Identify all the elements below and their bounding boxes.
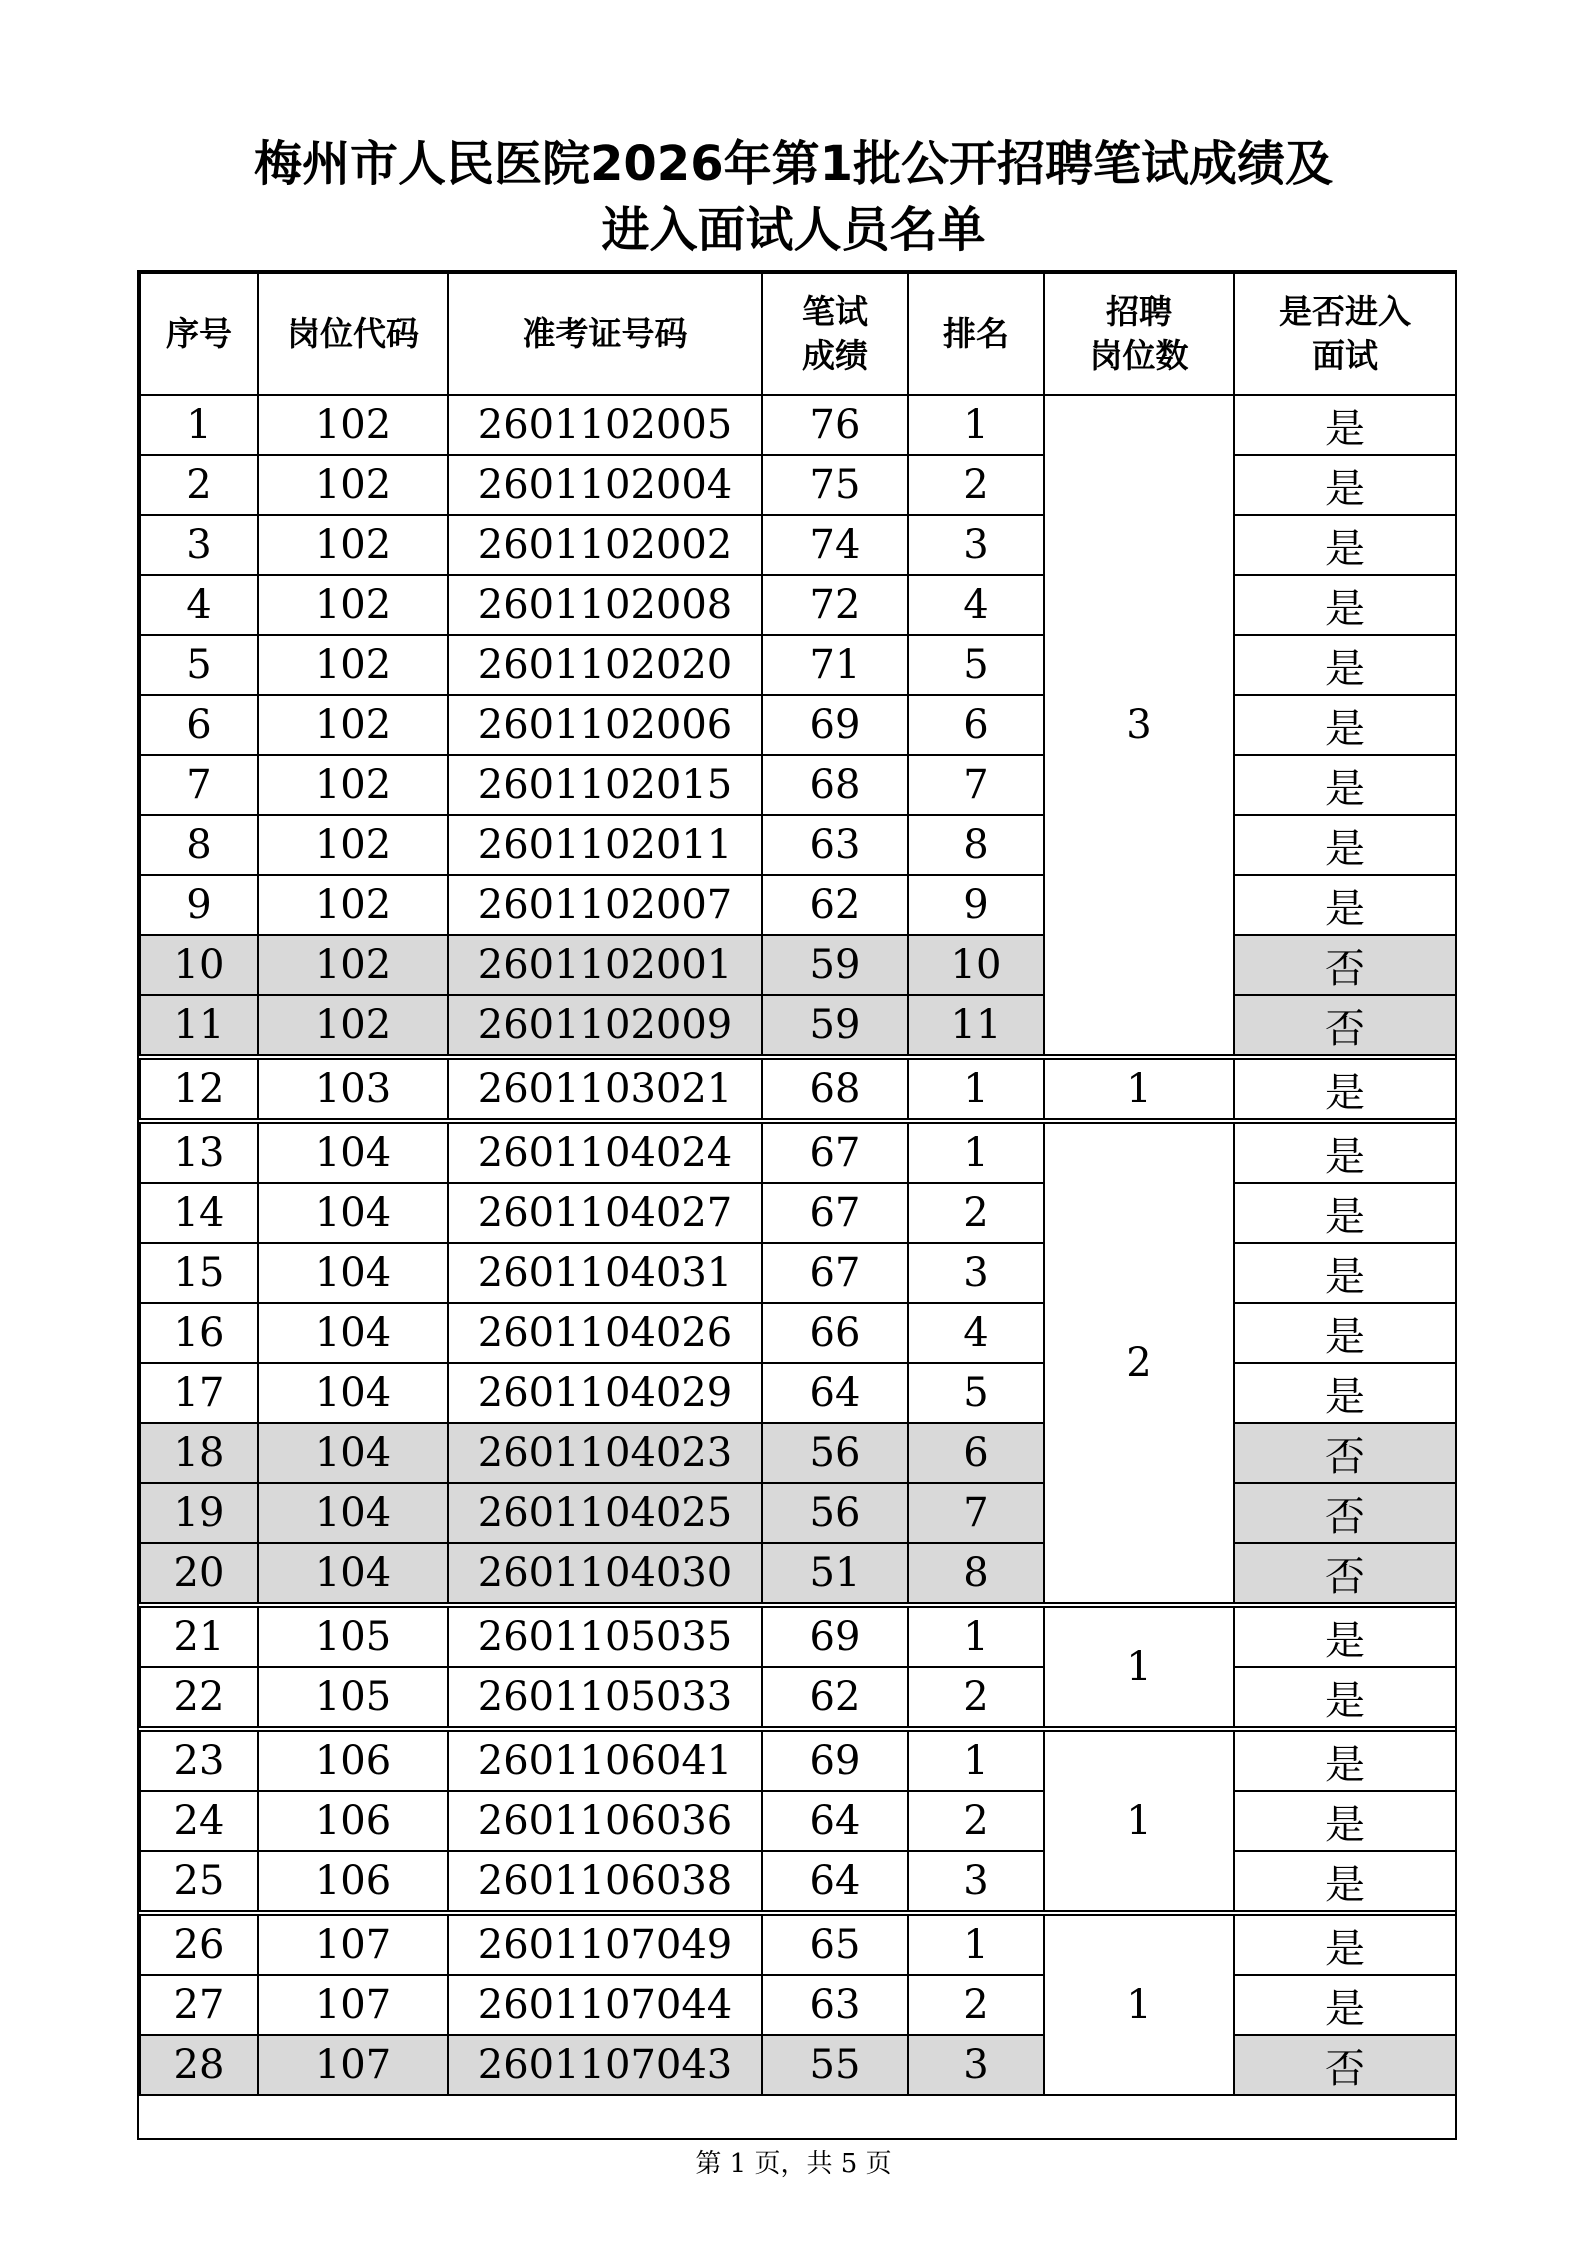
cell-rank: 3 [908, 1851, 1044, 1913]
cell-interview: 是 [1234, 635, 1456, 695]
cell-interview: 是 [1234, 575, 1456, 635]
cell-quota: 3 [1044, 395, 1234, 1057]
cell-rank: 5 [908, 635, 1044, 695]
cell-seq: 26 [140, 1913, 258, 1975]
cell-seq: 21 [140, 1605, 258, 1667]
cell-interview: 是 [1234, 1667, 1456, 1729]
table-row [140, 1483, 1456, 1543]
cell-score: 62 [762, 875, 908, 935]
cell-post-code: 104 [258, 1121, 448, 1183]
cell-post-code: 105 [258, 1667, 448, 1729]
cell-post-code: 102 [258, 515, 448, 575]
cell-rank: 1 [908, 1057, 1044, 1121]
cell-seq: 12 [140, 1057, 258, 1121]
cell-post-code: 104 [258, 1183, 448, 1243]
cell-rank: 1 [908, 1605, 1044, 1667]
cell-seq: 18 [140, 1423, 258, 1483]
table-row [140, 455, 1456, 515]
cell-score: 63 [762, 815, 908, 875]
cell-interview: 是 [1234, 815, 1456, 875]
cell-post-code: 106 [258, 1851, 448, 1913]
cell-rank: 2 [908, 1183, 1044, 1243]
cell-ticket: 2601102008 [448, 575, 762, 635]
cell-score: 67 [762, 1121, 908, 1183]
cell-post-code: 102 [258, 995, 448, 1057]
cell-interview: 否 [1234, 1483, 1456, 1543]
cell-post-code: 102 [258, 395, 448, 455]
cell-score: 75 [762, 455, 908, 515]
table-row [140, 515, 1456, 575]
cell-post-code: 104 [258, 1423, 448, 1483]
cell-rank: 2 [908, 1975, 1044, 2035]
cell-ticket: 2601102005 [448, 395, 762, 455]
cell-post-code: 107 [258, 2035, 448, 2095]
table-row [140, 1423, 1456, 1483]
cell-interview: 是 [1234, 395, 1456, 455]
cell-ticket: 2601103021 [448, 1057, 762, 1121]
cell-interview: 是 [1234, 1913, 1456, 1975]
cell-rank: 4 [908, 1303, 1044, 1363]
table-row [140, 1183, 1456, 1243]
cell-rank: 10 [908, 935, 1044, 995]
cell-quota: 1 [1044, 1605, 1234, 1729]
cell-post-code: 104 [258, 1303, 448, 1363]
cell-ticket: 2601102011 [448, 815, 762, 875]
cell-seq: 10 [140, 935, 258, 995]
cell-quota: 1 [1044, 1913, 1234, 2095]
cell-ticket: 2601104029 [448, 1363, 762, 1423]
page-title: 梅州市人民医院2026年第1批公开招聘笔试成绩及 [254, 136, 1333, 192]
cell-seq: 20 [140, 1543, 258, 1605]
table-row [140, 935, 1456, 995]
cell-ticket: 2601104023 [448, 1423, 762, 1483]
cell-ticket: 2601107049 [448, 1913, 762, 1975]
cell-ticket: 2601106038 [448, 1851, 762, 1913]
cell-rank: 3 [908, 1243, 1044, 1303]
cell-seq: 11 [140, 995, 258, 1057]
cell-rank: 7 [908, 755, 1044, 815]
table-row [140, 815, 1456, 875]
cell-ticket: 2601102015 [448, 755, 762, 815]
table-row [140, 1543, 1456, 1605]
cell-score: 64 [762, 1363, 908, 1423]
cell-score: 59 [762, 995, 908, 1057]
cell-rank: 8 [908, 1543, 1044, 1605]
cell-seq: 13 [140, 1121, 258, 1183]
cell-seq: 22 [140, 1667, 258, 1729]
table-row [140, 695, 1456, 755]
cell-rank: 1 [908, 1913, 1044, 1975]
table-row [140, 1363, 1456, 1423]
cell-seq: 8 [140, 815, 258, 875]
cell-ticket: 2601106036 [448, 1791, 762, 1851]
cell-rank: 9 [908, 875, 1044, 935]
cell-ticket: 2601104030 [448, 1543, 762, 1605]
header-quota: 招聘 岗位数 [1044, 273, 1234, 395]
cell-post-code: 104 [258, 1543, 448, 1605]
header-post-code: 岗位代码 [258, 273, 448, 395]
cell-seq: 23 [140, 1729, 258, 1791]
cell-score: 76 [762, 395, 908, 455]
cell-ticket: 2601104027 [448, 1183, 762, 1243]
cell-interview: 否 [1234, 1423, 1456, 1483]
cell-post-code: 106 [258, 1791, 448, 1851]
cell-interview: 是 [1234, 755, 1456, 815]
cell-interview: 是 [1234, 1975, 1456, 2035]
cell-interview: 否 [1234, 2035, 1456, 2095]
cell-seq: 24 [140, 1791, 258, 1851]
cell-score: 51 [762, 1543, 908, 1605]
table-row [140, 1975, 1456, 2035]
cell-rank: 1 [908, 395, 1044, 455]
cell-seq: 7 [140, 755, 258, 815]
cell-score: 72 [762, 575, 908, 635]
header-rank: 排名 [908, 273, 1044, 395]
table-row [140, 1913, 1456, 1975]
cell-seq: 4 [140, 575, 258, 635]
cell-ticket: 2601107043 [448, 2035, 762, 2095]
header-score: 笔试 成绩 [762, 273, 908, 395]
cell-post-code: 103 [258, 1057, 448, 1121]
cell-ticket: 2601104024 [448, 1121, 762, 1183]
cell-rank: 6 [908, 1423, 1044, 1483]
cell-ticket: 2601107044 [448, 1975, 762, 2035]
table-row [140, 1729, 1456, 1791]
cell-quota: 1 [1044, 1057, 1234, 1121]
cell-score: 69 [762, 695, 908, 755]
cell-post-code: 104 [258, 1243, 448, 1303]
cell-post-code: 102 [258, 575, 448, 635]
cell-ticket: 2601102002 [448, 515, 762, 575]
cell-interview: 是 [1234, 1363, 1456, 1423]
cell-rank: 6 [908, 695, 1044, 755]
cell-interview: 是 [1234, 1791, 1456, 1851]
cell-interview: 是 [1234, 1243, 1456, 1303]
table-body [140, 395, 1456, 2095]
cell-score: 63 [762, 1975, 908, 2035]
cell-rank: 8 [908, 815, 1044, 875]
cell-score: 64 [762, 1851, 908, 1913]
cell-interview: 是 [1234, 1057, 1456, 1121]
cell-seq: 27 [140, 1975, 258, 2035]
cell-seq: 28 [140, 2035, 258, 2095]
table-row [140, 575, 1456, 635]
cell-score: 67 [762, 1243, 908, 1303]
cell-interview: 是 [1234, 1121, 1456, 1183]
cell-ticket: 2601102006 [448, 695, 762, 755]
cell-interview: 是 [1234, 695, 1456, 755]
header-seq: 序号 [140, 273, 258, 395]
cell-score: 74 [762, 515, 908, 575]
table-row [140, 1243, 1456, 1303]
cell-score: 69 [762, 1729, 908, 1791]
header-ticket: 准考证号码 [448, 273, 762, 395]
cell-seq: 9 [140, 875, 258, 935]
cell-score: 55 [762, 2035, 908, 2095]
cell-score: 56 [762, 1483, 908, 1543]
table-row [140, 635, 1456, 695]
cell-interview: 是 [1234, 1183, 1456, 1243]
cell-ticket: 2601106041 [448, 1729, 762, 1791]
cell-score: 62 [762, 1667, 908, 1729]
cell-seq: 5 [140, 635, 258, 695]
cell-ticket: 2601102007 [448, 875, 762, 935]
table-row [140, 395, 1456, 455]
cell-ticket: 2601102001 [448, 935, 762, 995]
cell-interview: 是 [1234, 1851, 1456, 1913]
table-row [140, 995, 1456, 1057]
cell-seq: 17 [140, 1363, 258, 1423]
cell-rank: 11 [908, 995, 1044, 1057]
table-row [140, 1667, 1456, 1729]
table-row [140, 875, 1456, 935]
cell-rank: 7 [908, 1483, 1044, 1543]
table-row [140, 1851, 1456, 1913]
cell-interview: 是 [1234, 1605, 1456, 1667]
cell-interview: 否 [1234, 935, 1456, 995]
cell-interview: 是 [1234, 1303, 1456, 1363]
page-subtitle: 进入面试人员名单 [601, 202, 986, 258]
cell-score: 66 [762, 1303, 908, 1363]
cell-ticket: 2601105033 [448, 1667, 762, 1729]
cell-ticket: 2601104025 [448, 1483, 762, 1543]
table-row [140, 755, 1456, 815]
cell-interview: 是 [1234, 515, 1456, 575]
cell-interview: 是 [1234, 455, 1456, 515]
cell-quota: 1 [1044, 1729, 1234, 1913]
header-interview: 是否进入 面试 [1234, 273, 1456, 395]
results-table [139, 272, 1457, 2096]
cell-rank: 3 [908, 2035, 1044, 2095]
table-row [140, 1057, 1456, 1121]
cell-post-code: 107 [258, 1913, 448, 1975]
cell-rank: 1 [908, 1729, 1044, 1791]
cell-post-code: 102 [258, 695, 448, 755]
cell-rank: 1 [908, 1121, 1044, 1183]
cell-ticket: 2601104026 [448, 1303, 762, 1363]
cell-seq: 1 [140, 395, 258, 455]
cell-seq: 6 [140, 695, 258, 755]
cell-ticket: 2601102004 [448, 455, 762, 515]
cell-post-code: 102 [258, 635, 448, 695]
cell-rank: 2 [908, 1791, 1044, 1851]
cell-ticket: 2601102009 [448, 995, 762, 1057]
cell-post-code: 106 [258, 1729, 448, 1791]
table-row [140, 1121, 1456, 1183]
cell-score: 67 [762, 1183, 908, 1243]
cell-post-code: 104 [258, 1363, 448, 1423]
cell-post-code: 107 [258, 1975, 448, 2035]
cell-score: 68 [762, 1057, 908, 1121]
table-row [140, 1791, 1456, 1851]
cell-post-code: 105 [258, 1605, 448, 1667]
cell-rank: 4 [908, 575, 1044, 635]
cell-seq: 14 [140, 1183, 258, 1243]
cell-score: 65 [762, 1913, 908, 1975]
cell-ticket: 2601102020 [448, 635, 762, 695]
table-row [140, 1605, 1456, 1667]
cell-score: 68 [762, 755, 908, 815]
cell-post-code: 104 [258, 1483, 448, 1543]
cell-score: 64 [762, 1791, 908, 1851]
cell-interview: 是 [1234, 1729, 1456, 1791]
cell-score: 69 [762, 1605, 908, 1667]
cell-seq: 19 [140, 1483, 258, 1543]
cell-interview: 否 [1234, 1543, 1456, 1605]
table-row [140, 2035, 1456, 2095]
table-row [140, 1303, 1456, 1363]
cell-post-code: 102 [258, 815, 448, 875]
cell-score: 71 [762, 635, 908, 695]
cell-post-code: 102 [258, 455, 448, 515]
cell-rank: 2 [908, 455, 1044, 515]
cell-ticket: 2601104031 [448, 1243, 762, 1303]
cell-score: 59 [762, 935, 908, 995]
cell-post-code: 102 [258, 935, 448, 995]
cell-score: 56 [762, 1423, 908, 1483]
cell-seq: 2 [140, 455, 258, 515]
cell-ticket: 2601105035 [448, 1605, 762, 1667]
cell-rank: 2 [908, 1667, 1044, 1729]
cell-seq: 3 [140, 515, 258, 575]
cell-interview: 否 [1234, 995, 1456, 1057]
page-footer: 第 1 页，共 5 页 [695, 2149, 892, 2179]
cell-quota: 2 [1044, 1121, 1234, 1605]
cell-seq: 15 [140, 1243, 258, 1303]
cell-rank: 3 [908, 515, 1044, 575]
cell-interview: 是 [1234, 875, 1456, 935]
cell-post-code: 102 [258, 875, 448, 935]
cell-seq: 25 [140, 1851, 258, 1913]
cell-seq: 16 [140, 1303, 258, 1363]
cell-rank: 5 [908, 1363, 1044, 1423]
header-row [140, 273, 1456, 395]
cell-post-code: 102 [258, 755, 448, 815]
